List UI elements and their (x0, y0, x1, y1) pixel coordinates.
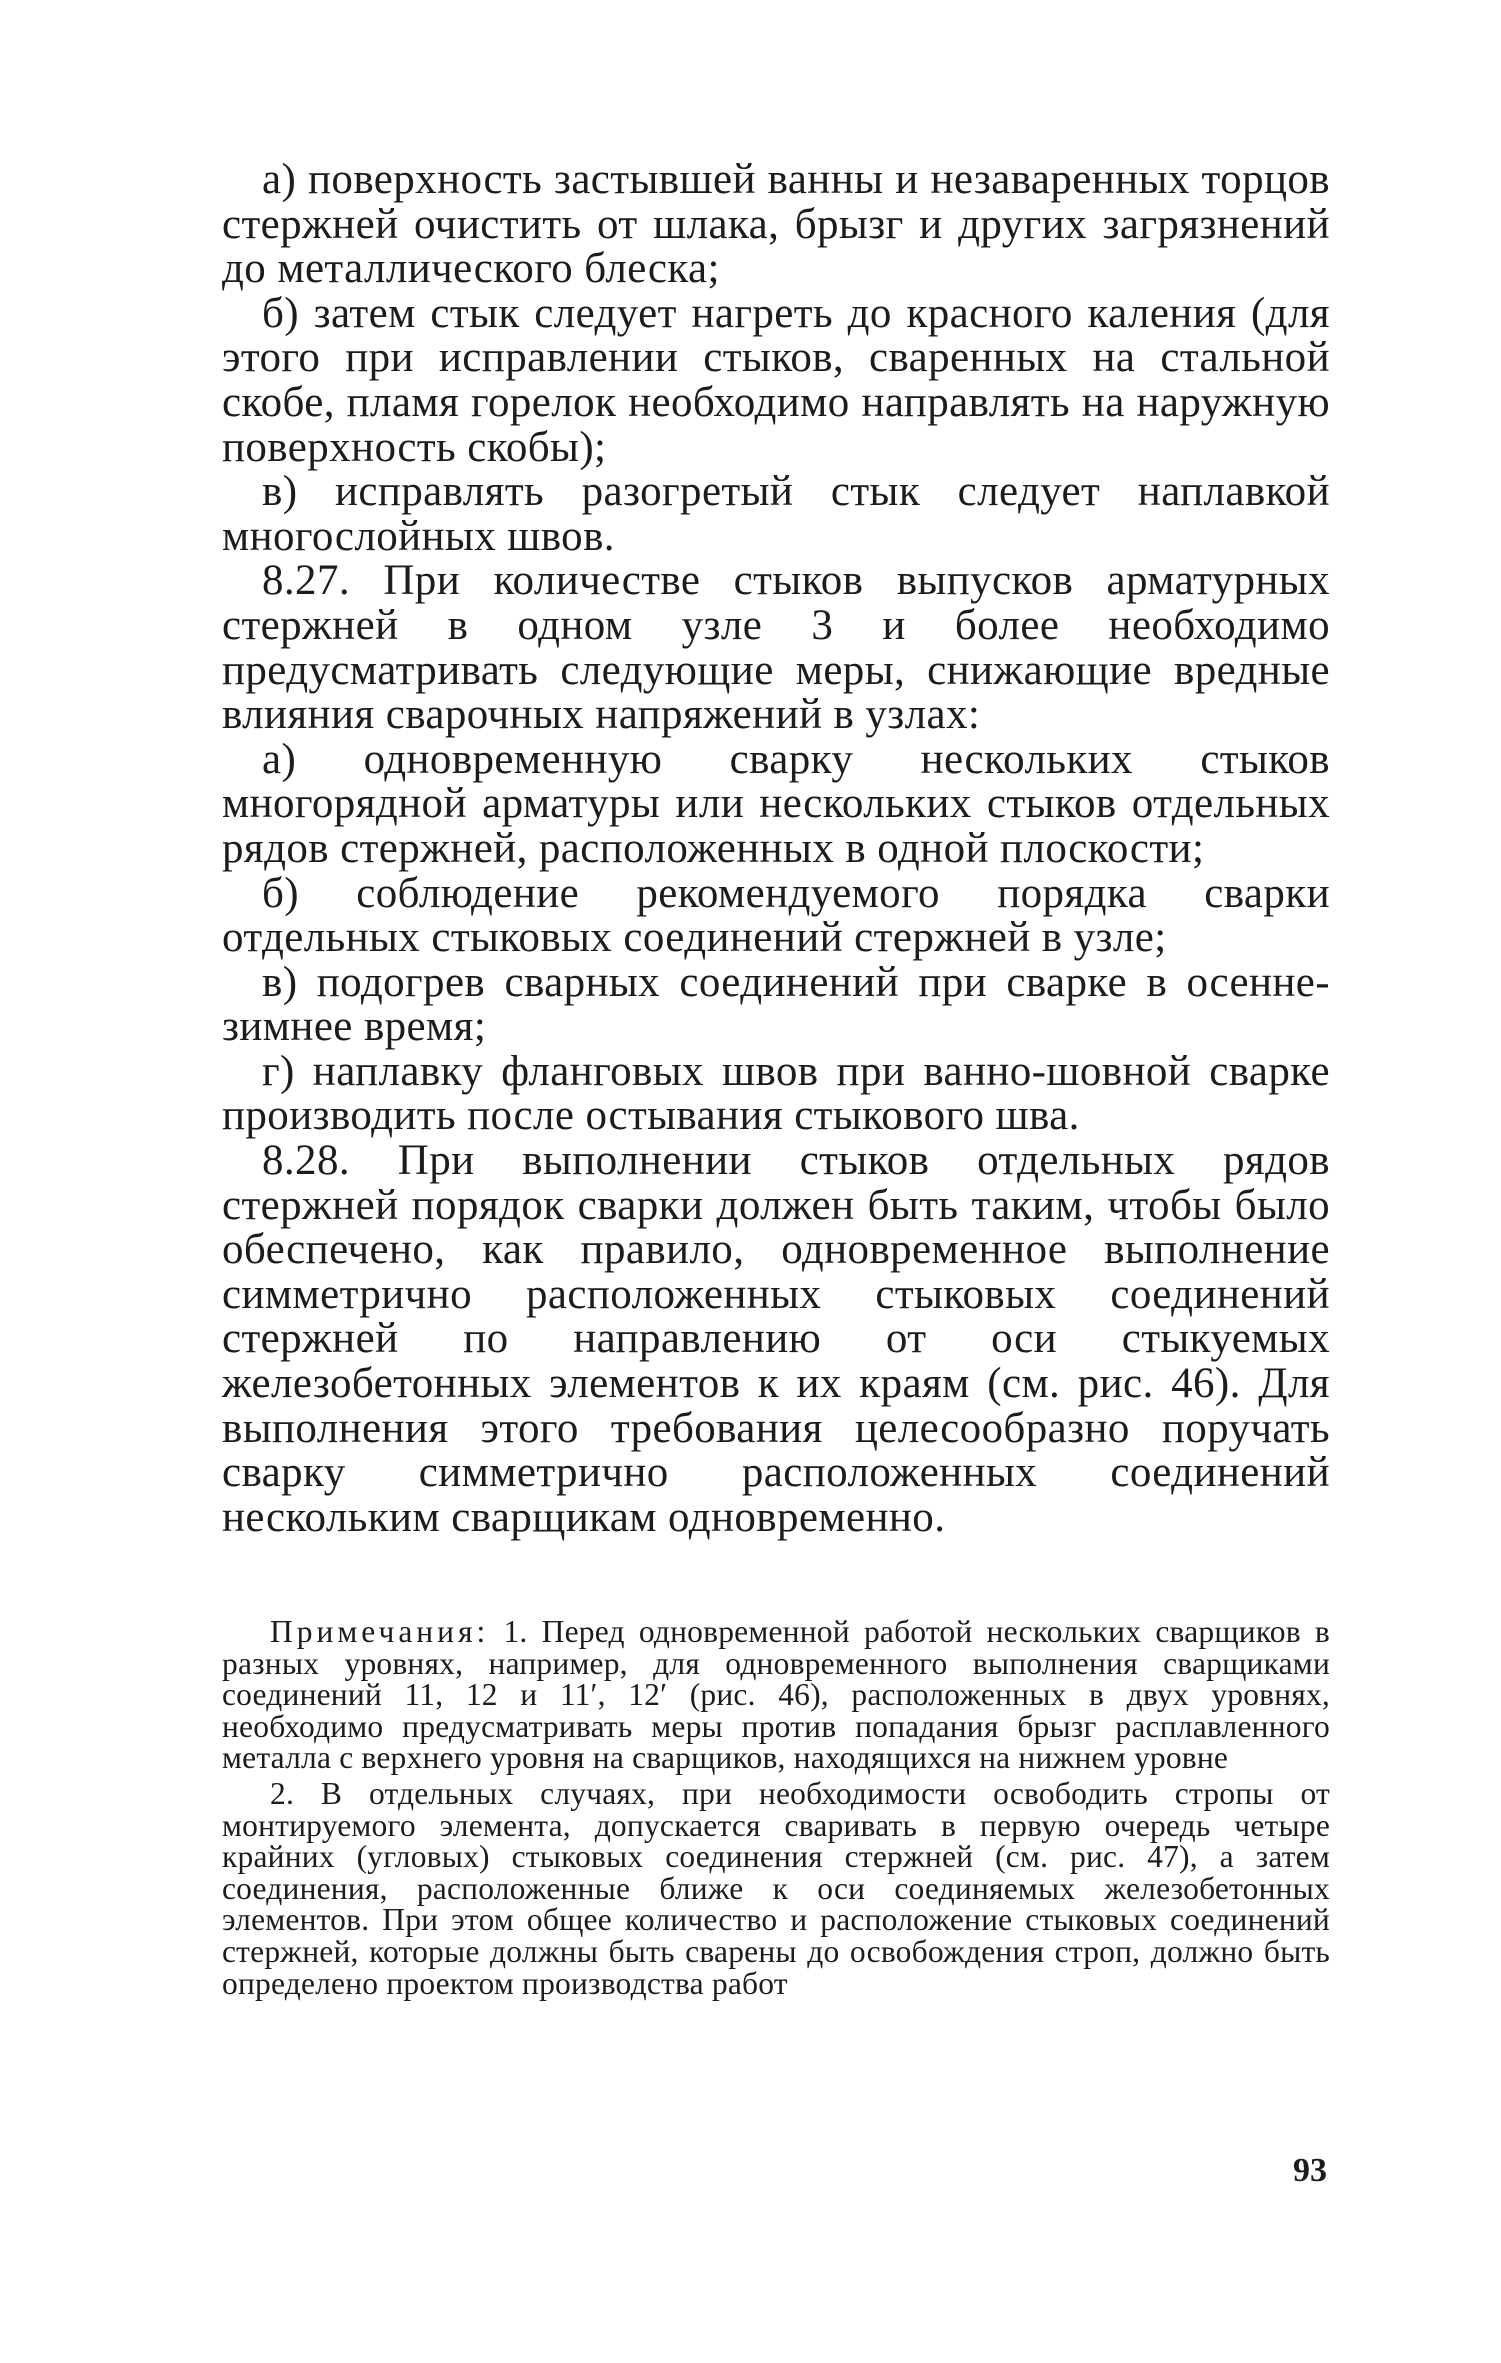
clause-8-27-item-g: г) наплавку фланговых швов при ванно-шовной сварке производить после остывания стыкового шва. (222, 1047, 1330, 1140)
paragraph-v-correction: в) исправлять разогретый стык следует наплавкой многослойных швов. (222, 468, 1330, 560)
note-1-text: 1. Перед одновременной работой нескольких сварщиков в разных уровнях, например, для одновременного выполнения сварщиками соединений 11, 12 и 11′, 12′ (рис. 46), расположенных в двух уровнях, необходимо предусматривать меры против попадания брызг расплавленного металла с верхнего уровня на сварщиков, находящихся на нижнем уровне (222, 1614, 1331, 1776)
clause-8-27-item-b: б) соблюдение рекомендуемого порядка сварки отдельных стыковых соединений стержней в узле; (222, 869, 1330, 962)
notes-section (222, 1616, 1330, 1999)
page-number: 93 (1293, 2152, 1327, 2189)
paragraph-a-cleaning: а) поверхность застывшей ванны и незаваренных торцов стержней очистить от шлака, брызг и других загрязнений до металлического блеска; (222, 156, 1330, 293)
note-2: 2. В отдельных случаях, при необходимости освободить стропы от монтируемого элемента, допускается сваривать в первую очередь четыре крайних (угловых) стыковых соединения стержней (см. рис. 47), а затем соединения, расположенные ближе к оси соединяемых железобетонных элементов. При этом общее количество и расположение стыковых соединений стержней, которые должны быть сварены до освобождения строп, должно быть определено проектом производства работ (222, 1775, 1330, 2001)
clause-8-27: 8.27. При количестве стыков выпусков арматурных стержней в одном узле 3 и более необходимо предусматривать следующие меры, снижающие вредные влияния сварочных напряжений в узлах: (222, 557, 1330, 739)
paragraph-b-heating: б) затем стык следует нагреть до красного каления (для этого при исправлении стыков, сваренных на стальной скобе, пламя горелок необходимо направлять на наружную поверхность скобы); (222, 289, 1330, 471)
clause-8-27-item-v: в) подогрев сварных соединений при сварке в осенне-зимнее время; (222, 958, 1330, 1051)
main-text (222, 158, 1330, 1540)
clause-8-27-item-a: а) одновременную сварку нескольких стыков многорядной арматуры или нескольких стыков отдельных рядов стержней, расположенных в одной плоскости; (222, 735, 1330, 872)
notes-label: Примечания: (270, 1614, 490, 1649)
clause-8-28: 8.28. При выполнении стыков отдельных рядов стержней порядок сварки должен быть таким, чтобы было обеспечено, как правило, одновременное выполнение симметрично расположенных стыковых соединений стержней по направлению от оси стыкуемых железобетонных элементов к их краям (см. рис. 46). Для выполнения этого требования целесообразно поручать сварку симметрично расположенных соединений нескольким сварщикам одновременно. (222, 1137, 1330, 1541)
note-1 (222, 1616, 1330, 1774)
